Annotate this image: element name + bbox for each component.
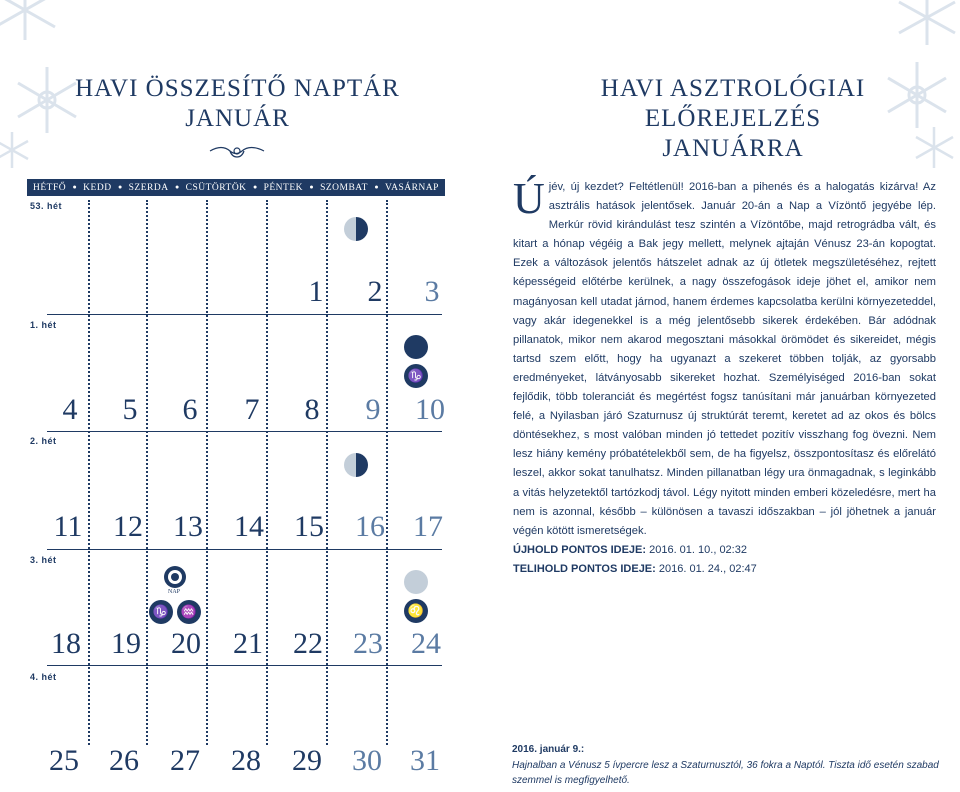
week-label-1: 1. hét xyxy=(30,320,57,330)
aquarius-sign-icon: ♒ xyxy=(177,600,201,624)
day-22: 22 xyxy=(293,627,323,660)
day-29: 29 xyxy=(292,744,322,777)
day-3: 3 xyxy=(424,275,440,308)
weekday-header: HÉTFŐ ● KEDD ● SZERDA ● CSÜTÖRTÖK ● PÉNTEK ● SZOMBAT ● VASÁRNAP xyxy=(27,179,445,196)
horoscope-title xyxy=(573,74,893,164)
day-16: 16 xyxy=(355,510,385,543)
weekday-thursday: CSÜTÖRTÖK xyxy=(185,182,247,193)
week-divider xyxy=(47,665,442,666)
day-14: 14 xyxy=(234,510,264,543)
day-28: 28 xyxy=(231,744,261,777)
day-25: 25 xyxy=(49,744,79,777)
calendar-title-line1: HAVI ÖSSZESÍTŐ NAPTÁR xyxy=(75,75,400,102)
new-moon-icon xyxy=(404,335,428,359)
day-divider xyxy=(266,200,268,745)
day-17: 17 xyxy=(413,510,443,543)
day-15: 15 xyxy=(294,510,324,543)
full-moon-time xyxy=(513,563,757,575)
day-divider xyxy=(206,200,208,745)
note-text: Hajnalban a Vénusz 5 ívpercre lesz a Szaturnusztól, 36 fokra a Naptól. Tiszta idő esetén szabad szemmel is megfigyelhető. xyxy=(512,760,939,786)
first-quarter-moon-icon xyxy=(344,217,368,241)
article-dropcap: Ú xyxy=(513,174,545,223)
day-26: 26 xyxy=(109,744,139,777)
day-10: 10 xyxy=(415,393,445,426)
week-divider xyxy=(47,431,442,432)
day-divider xyxy=(146,200,148,745)
day-18: 18 xyxy=(51,627,81,660)
week-label-4: 4. hét xyxy=(30,672,57,682)
day-21: 21 xyxy=(233,627,263,660)
day-7: 7 xyxy=(244,393,260,426)
calendar-title xyxy=(70,74,405,134)
ornament-icon xyxy=(208,142,266,160)
snowflake-decoration-top-left xyxy=(0,0,60,40)
day-30: 30 xyxy=(352,744,382,777)
snowflake-decoration-right-small xyxy=(912,125,957,170)
horoscope-article xyxy=(513,174,936,541)
snowflake-decoration-top-right xyxy=(895,0,960,45)
weekday-tuesday: KEDD xyxy=(83,182,112,193)
day-5: 5 xyxy=(122,393,138,426)
article-body: jév, új kezdet? Feltétlenül! 2016-ban a pihenés és a halogatás kizárva! Az asztrális hatások jelentősek. Január 20-án a Nap a Vízöntő jegyébe lép. Merkúr rövid kirándulást tesz szintén a Vízöntőbe, majd retrográdba vált, és kitart a hónap végéig a Bak jegy mellett, melynek ajtaján Vénusz 23-án kopogtat. Ezek a változások jelentős hátszelet adnak az új ötletek megszületéséhez, rejtett képességeid előtérbe kerülnek, a nagy összefogások ideje jöhet el, amikor nem magányosan kell utadat járnod, hanem érdemes kapcsolatba kerülni környezeteddel, vagy akár idegenekkel is a még jelentősebb sikerek érdekében. Bár adódnak pillanatok, mikor nem akarod megosztani másokkal örömödet és sikereidet, mégis tartsd szem előtt, hogy ha ugyanazt a szekeret többen tolják, az gyorsabb eredményeket, látványosabb sikereket hozhat. Személyiséged 2016-ban sokat fejlődik, több toleranciát és megértést fogsz tanúsítani már januárban környezeted felé, a Nyilasban járó Szaturnusz új struktúrát teremt, keretet ad az okos és bölcs döntésekhez, s most valóban minden jó tettedet pozitív visszhang fog övezni. Nem lesz hiány kemény próbatételekből sem, de ha figyelsz, összpontosítasz és előrelátó leszel, akkor sokat tanulhatsz. Minden pillanatban légy ura önmagadnak, s leginkább a vitás helyzetektől tartózkodj távol. Légy nyitott minden emberi közeledésre, mert ha nem is azonnal, később – különösen a tavaszi időszakban – jól jöhetnek a január végén kötött ismeretségek. xyxy=(513,181,936,537)
day-9: 9 xyxy=(365,393,381,426)
week-divider xyxy=(47,549,442,550)
capricorn-sign-icon: ♑ xyxy=(404,364,428,388)
week-label-3: 3. hét xyxy=(30,555,57,565)
day-11: 11 xyxy=(53,510,83,543)
weekday-wednesday: SZERDA xyxy=(128,182,169,193)
week-label-2: 2. hét xyxy=(30,436,57,446)
horoscope-title-line2: ELŐREJELZÉS JANUÁRRA xyxy=(644,105,822,162)
day-1: 1 xyxy=(308,275,324,308)
full-moon-value: 2016. 01. 24., 02:47 xyxy=(655,563,757,575)
day-24: 24 xyxy=(411,627,441,660)
leo-sign-icon: ♌ xyxy=(404,599,428,623)
day-23: 23 xyxy=(353,627,383,660)
new-moon-label: ÚJHOLD PONTOS IDEJE: xyxy=(513,544,647,556)
week-label-53: 53. hét xyxy=(30,201,63,211)
day-12: 12 xyxy=(113,510,143,543)
day-6: 6 xyxy=(182,393,198,426)
day-2: 2 xyxy=(367,275,383,308)
sun-icon xyxy=(163,565,187,589)
day-20: 20 xyxy=(171,627,201,660)
day-31: 31 xyxy=(410,744,440,777)
snowflake-decoration-left-small xyxy=(0,130,32,170)
weekday-saturday: SZOMBAT xyxy=(320,182,368,193)
note-heading: 2016. január 9.: xyxy=(512,744,585,755)
day-4: 4 xyxy=(62,393,78,426)
day-8: 8 xyxy=(304,393,320,426)
day-27: 27 xyxy=(170,744,200,777)
full-moon-icon xyxy=(404,570,428,594)
day-19: 19 xyxy=(111,627,141,660)
full-moon-label: TELIHOLD PONTOS IDEJE: xyxy=(513,563,656,575)
day-divider xyxy=(88,200,90,745)
calendar-title-line2: JANUÁR xyxy=(185,105,290,132)
weekday-friday: PÉNTEK xyxy=(263,182,304,193)
weekday-sunday: VASÁRNAP xyxy=(384,182,439,193)
weekday-monday: HÉTFŐ xyxy=(33,182,67,193)
capricorn-sign-icon: ♑ xyxy=(149,600,173,624)
new-moon-value: 2016. 01. 10., 02:32 xyxy=(646,544,747,556)
new-moon-time xyxy=(513,544,747,556)
day-13: 13 xyxy=(173,510,203,543)
week-divider xyxy=(47,314,442,315)
sun-label: NAP xyxy=(168,589,181,595)
last-quarter-moon-icon xyxy=(344,453,368,477)
horoscope-title-line1: HAVI ASZTROLÓGIAI xyxy=(600,75,866,102)
